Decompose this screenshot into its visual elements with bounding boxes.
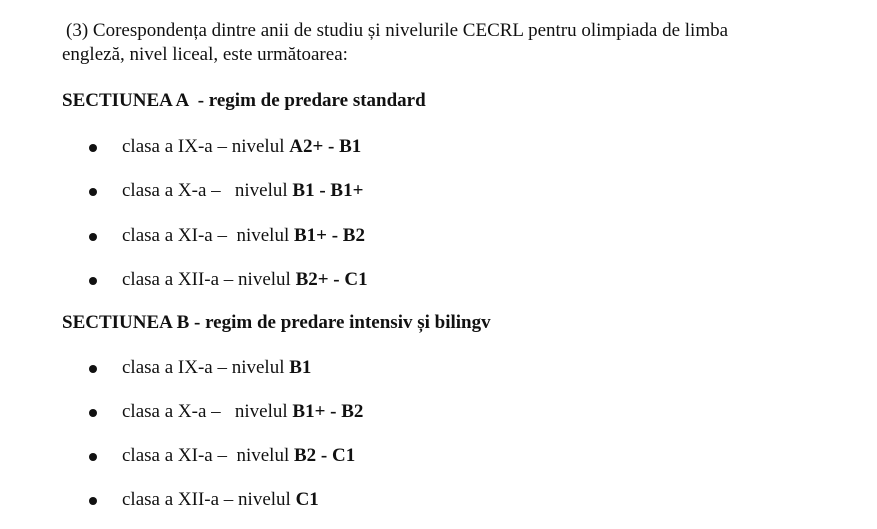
list-item-text (122, 488, 319, 512)
bullet-icon (89, 497, 97, 505)
list-item (0, 400, 877, 424)
bullet-icon (89, 277, 97, 285)
bullet-icon (89, 409, 97, 417)
level-value: C1 (295, 489, 319, 510)
level-value: B2+ - C1 (295, 269, 368, 290)
list-item-text (122, 444, 355, 468)
list-item (0, 179, 877, 203)
intro-line-1: (3) Corespondența dintre anii de studiu și nivelurile CECRL pentru olimpiada de limba (66, 20, 729, 41)
intro-paragraph (62, 19, 842, 67)
grade-label: clasa a XII-a – nivelul (122, 269, 296, 290)
grade-label: clasa a IX-a – nivelul (122, 357, 290, 378)
bullet-icon (89, 453, 97, 461)
grade-label: clasa a X-a – nivelul (122, 180, 293, 201)
list-item-text (122, 179, 363, 203)
list-item (0, 224, 877, 248)
level-value: B1 (289, 357, 312, 378)
list-item (0, 488, 877, 512)
level-value: B1 - B1+ (292, 180, 364, 201)
level-value: A2+ - B1 (289, 136, 362, 157)
bullet-icon (89, 365, 97, 373)
list-item-text (122, 356, 311, 380)
list-item (0, 135, 877, 159)
bullet-icon (89, 233, 97, 241)
list-item (0, 444, 877, 468)
level-value: B1+ - B2 (293, 225, 365, 246)
list-item-text (122, 268, 368, 292)
list-item (0, 268, 877, 292)
level-value: B2 - C1 (293, 445, 356, 466)
intro-line-2: engleză, nivel liceal, este următoarea: (62, 44, 348, 65)
grade-label: clasa a X-a – nivelul (122, 401, 293, 422)
grade-label: clasa a IX-a – nivelul (122, 136, 290, 157)
grade-label: clasa a XI-a – nivelul (122, 445, 294, 466)
list-item-text (122, 224, 365, 248)
level-value: B1+ - B2 (292, 401, 364, 422)
list-item-text (122, 135, 361, 159)
list-item-text (122, 400, 363, 424)
bullet-icon (89, 144, 97, 152)
list-item (0, 356, 877, 380)
bullet-icon (89, 188, 97, 196)
section-b-heading: SECTIUNEA B - regim de predare intensiv și bilingv (62, 312, 491, 333)
grade-label: clasa a XII-a – nivelul (122, 489, 296, 510)
section-a-heading: SECTIUNEA A - regim de predare standard (62, 90, 426, 111)
grade-label: clasa a XI-a – nivelul (122, 225, 294, 246)
